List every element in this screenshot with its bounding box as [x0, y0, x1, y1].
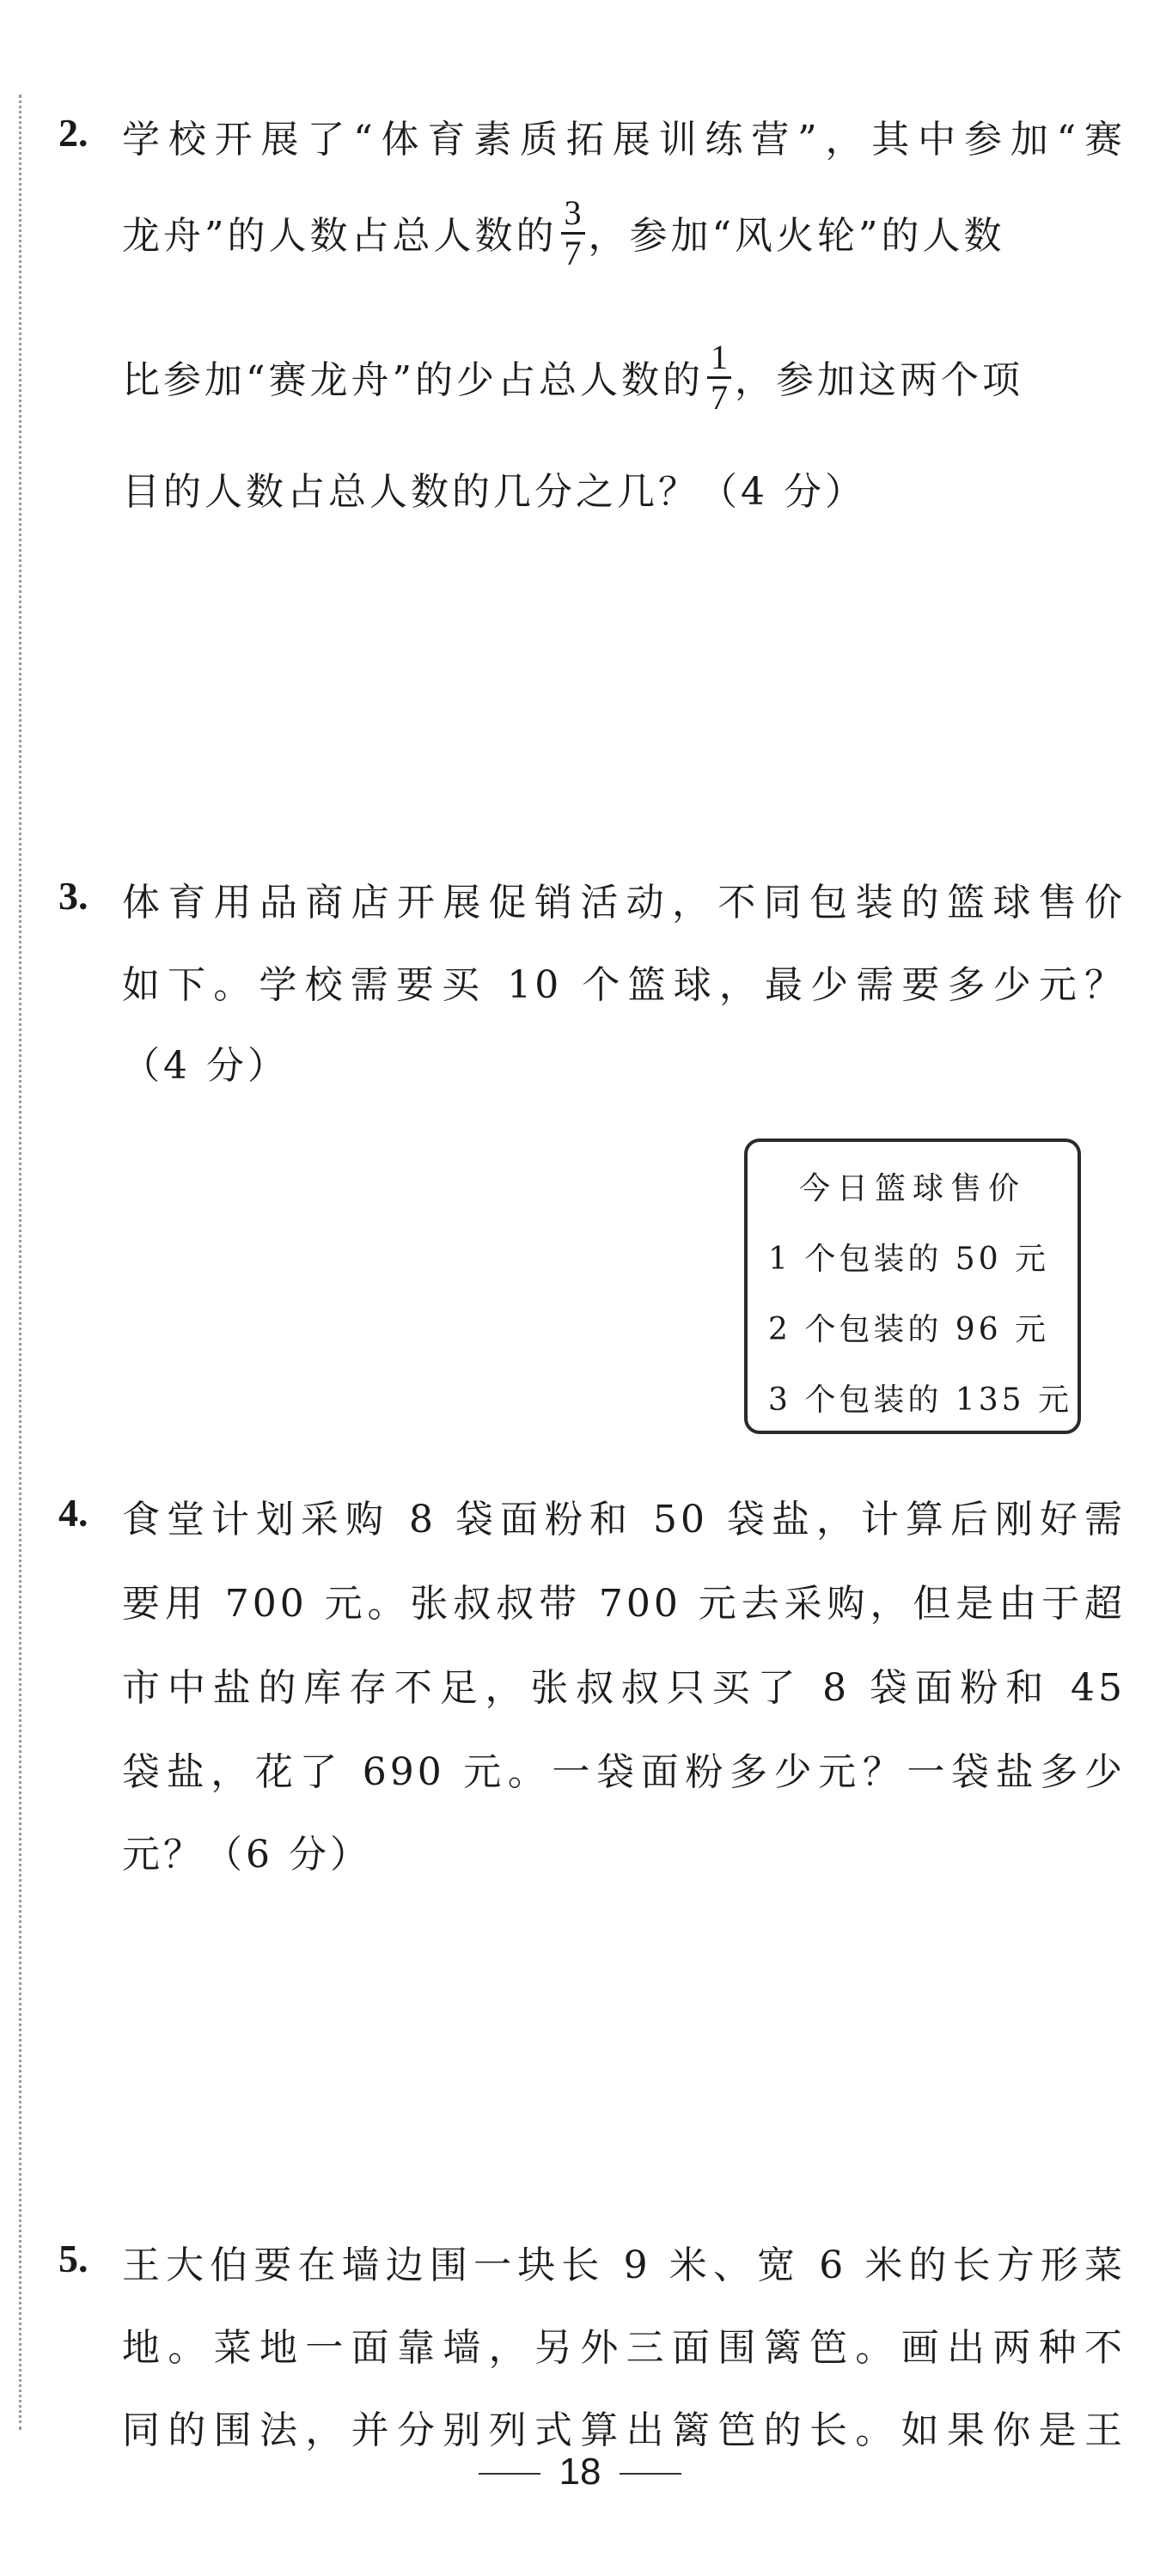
question-text-line: 地。菜地一面靠墙，另外三面围篱笆。画出两种不 — [122, 2326, 1126, 2370]
question-text-line: 同的围法，并分别列式算出篱笆的长。如果你是王 — [122, 2408, 1126, 2452]
price-row: 3 个包装的 135 元 — [768, 1383, 1072, 1418]
question-number: 4. — [58, 1491, 89, 1535]
question-text-line: 食堂计划采购 8 袋面粉和 50 袋盐，计算后刚好需 — [122, 1498, 1126, 1541]
price-row: 1 个包装的 50 元 — [768, 1242, 1050, 1277]
question-text-line: 市中盐的库存不足，张叔叔只买了 8 袋面粉和 45 — [122, 1666, 1126, 1710]
fraction: $\frac{3}{7}$ — [561, 194, 585, 272]
page-number-dash-right — [620, 2473, 681, 2475]
question-text-line: 比参加“赛龙舟”的少占总人数的 $\frac{1}{7}$ ，参加这两个项 — [122, 338, 1023, 417]
question-number: 3. — [58, 874, 89, 918]
question-text-line: 如下。学校需要买 10 个篮球，最少需要多少元？ — [122, 963, 1126, 1007]
question-number: 5. — [58, 2237, 89, 2280]
fraction: $\frac{1}{7}$ — [707, 339, 731, 417]
question-text-line: 要用 700 元。张叔叔带 700 元去采购，但是由于超 — [122, 1582, 1126, 1626]
price-row: 2 个包装的 96 元 — [768, 1312, 1050, 1347]
question-text-line: 王大伯要在墙边围一块长 9 米、宽 6 米的长方形菜 — [122, 2243, 1126, 2287]
question-text-line: 体育用品商店开展促销活动，不同包装的篮球售价 — [122, 881, 1126, 925]
price-table-box — [744, 1138, 1081, 1434]
question-text-line: 目的人数占总人数的几分之几？（4 分） — [122, 470, 866, 514]
page-number-dash-left — [479, 2473, 540, 2475]
question-text-line: 袋盐，花了 690 元。一袋面粉多少元？一袋盐多少 — [122, 1750, 1126, 1794]
question-text-line: 元？（6 分） — [122, 1833, 371, 1877]
margin-dotted-line — [19, 95, 21, 2430]
page-number: 18 — [0, 2451, 1160, 2494]
question-number: 2. — [58, 111, 89, 155]
price-table-title: 今日篮球售价 — [798, 1171, 1026, 1206]
question-text-line: 龙舟”的人数占总人数的 $\frac{3}{7}$ ，参加“风火轮”的人数 — [122, 193, 1005, 272]
question-text-line: （4 分） — [122, 1044, 289, 1088]
question-text-line: 学校开展了“体育素质拓展训练营”，其中参加“赛 — [122, 118, 1126, 162]
